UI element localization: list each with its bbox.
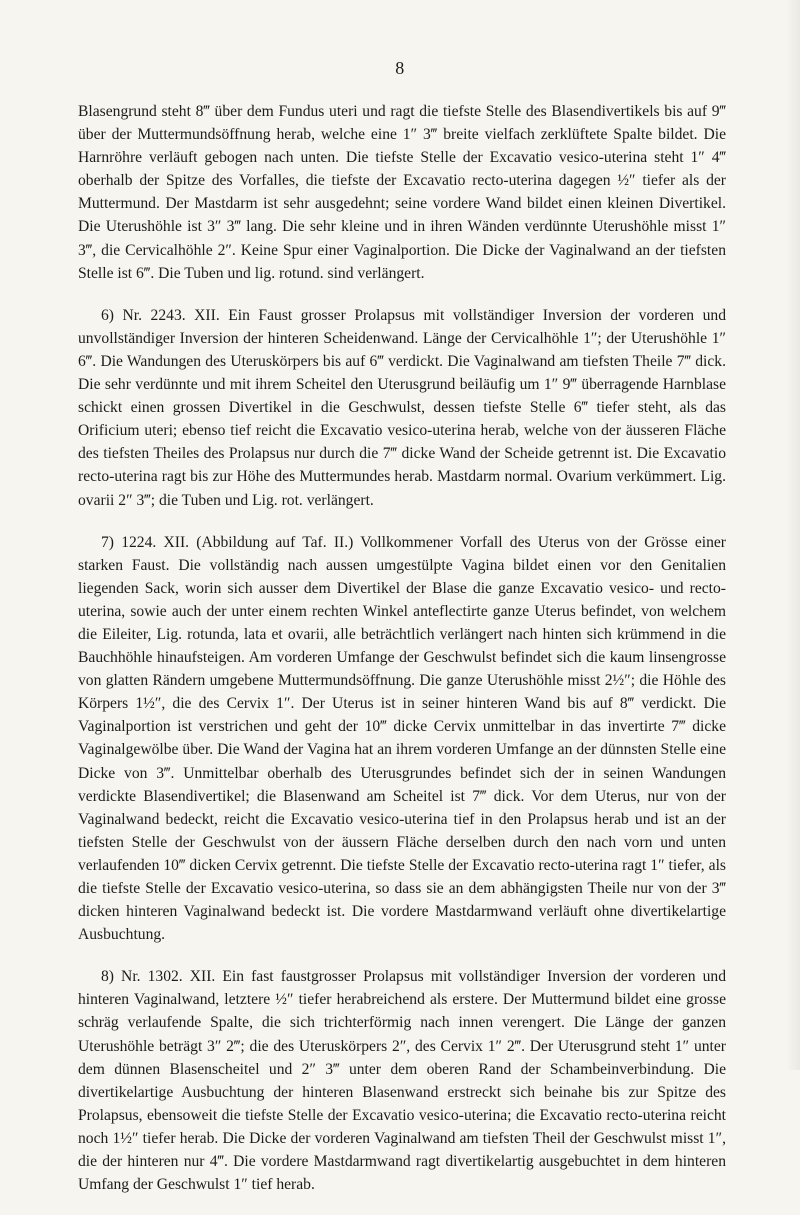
paragraph-continuation: Blasengrund steht 8‴ über dem Fundus uteri und ragt die tiefste Stelle des Blasendivertikels bis auf 9‴ über der Muttermundsöffnung herab, welche eine 1″ 3‴ breite vielfach zerklüftete Spalte bildet. Die Harnröhre verläuft gebogen nach unten. Die tiefste Stelle der Excavatio vesico-uterina steht 1″ 4‴ oberhalb der Spitze des Vorfalles, die tiefste der Excavatio recto-uterina dagegen ½″ tiefer als der Muttermund. Der Mastdarm ist sehr ausgedehnt; seine vordere Wand bildet einen kleinen Divertikel. Die Uterushöhle ist 3″ 3‴ lang. Die sehr kleine und in ihren Wänden verdünnte Uterushöhle misst 1″ 3‴, die Cervicalhöhle 2″. Keine Spur einer Vaginalportion. Die Dicke der Vaginalwand an der tiefsten Stelle ist 6‴. Die Tuben und lig. rotund. sind verlängert. [78, 103, 726, 282]
paragraph-case-7: 7) 1224. XII. (Abbildung auf Taf. II.) Vollkommener Vorfall des Uterus von der Grösse einer starken Faust. Die vollständig nach aussen umgestülpte Vagina bildet einen vor den Genitalien liegenden Sack, worin sich ausser dem Divertikel der Blase die ganze Excavatio vesico- und recto-uterina, sowie auch der unter einem rechten Winkel anteflectirte ganze Uterus befindet, von welchem die Eileiter, Lig. rotunda, lata et ovarii, alle beträchtlich verlängert nach hinten sich krümmend in die Bauchhöhle hinaufsteigen. Am vorderen Umfange der Geschwulst befindet sich die kaum linsengrosse von glatten Rändern umgebene Muttermundsöffnung. Die ganze Uterushöhle misst 2½″; die Höhle des Körpers 1½″, die des Cervix 1″. Der Uterus ist in seiner hinteren Wand bis auf 8‴ verdickt. Die Vaginalportion ist verstrichen und geht der 10‴ dicke Cervix unmittelbar in das invertirte 7‴ dicke Vaginalgewölbe über. Die Wand der Vagina hat an ihrem vorderen Umfange an der dünnsten Stelle eine Dicke von 3‴. Unmittelbar oberhalb des Uterusgrundes befindet sich der in seinen Wandungen verdickte Blasendivertikel; die Blasenwand am Scheitel ist 7‴ dick. Vor dem Uterus, nur von der Vaginalwand bedeckt, reicht die Excavatio vesico-uterina tief in den Prolapsus herab und ist an der tiefsten Stelle der Geschwulst von der äussern Fläche derselben durch den nach vorn und unten verlaufenden 10‴ dicken Cervix getrennt. Die tiefste Stelle der Excavatio recto-uterina ragt 1″ tiefer, als die tiefste Stelle der Excavatio vesico-uterina, so dass sie an dem abhängigsten Theile nur von der 3‴ dicken hinteren Vaginalwand bedeckt ist. Die vordere Mastdarmwand verläuft ohne divertikelartige Ausbuchtung. [78, 533, 726, 944]
page-number: 8 [395, 58, 405, 78]
page-edge-shadow [786, 0, 800, 1070]
paragraph-case-8: 8) Nr. 1302. XII. Ein fast faustgrosser Prolapsus mit vollständiger Inversion der vorderen und hinteren Vaginalwand, letztere ½″ tiefer herabreichend als erstere. Der Muttermund bildet eine grosse schräg verlaufende Spalte, die sich trichterförmig nach innen verengert. Die Länge der ganzen Uterushöhle beträgt 3″ 2‴; die des Uteruskörpers 2″, des Cervix 1″ 2‴. Der Uterusgrund steht 1″ unter dem dünnen Blasenscheitel und 2″ 3‴ unter dem oberen Rand der Schambeinverbindung. Die divertikelartige Ausbuchtung der hinteren Blasenwand erstreckt sich beinahe bis zur Spitze des Prolapsus, ebensoweit die tiefste Stelle der Excavatio vesico-uterina; die Excavatio recto-uterina reicht noch 1½″ tiefer herab. Die Dicke der vorderen Vaginalwand am tiefsten Theil der Geschwulst misst 1″, die der hinteren nur 4‴. Die vordere Mastdarmwand ragt divertikelartig ausgebuchtet in dem hinteren Umfang der Geschwulst 1″ tief herab. [78, 968, 726, 1194]
paragraph-case-6: 6) Nr. 2243. XII. Ein Faust grosser Prolapsus mit vollständiger Inversion der vorderen und unvollständiger Inversion der hinteren Scheidenwand. Länge der Cervicalhöhle 1″; der Uterushöhle 1″ 6‴. Die Wandungen des Uteruskörpers bis auf 6‴ verdickt. Die Vaginalwand am tiefsten Theile 7‴ dick. Die sehr verdünnte und mit ihrem Scheitel den Uterusgrund beiläufig um 1″ 9‴ überragende Harnblase schickt einen grossen Divertikel in die Geschwulst, dessen tiefste Stelle 6‴ tiefer steht, als das Orificium uteri; ebenso tief reicht die Excavatio vesico-uterina herab, welche von der äusseren Fläche des tiefsten Theiles des Prolapsus nur durch die 7‴ dicke Wand der Scheide getrennt ist. Die Excavatio recto-uterina ragt bis zur Höhe des Muttermundes herab. Mastdarm normal. Ovarium verkümmert. Lig. ovarii 2″ 3‴; die Tuben und Lig. rot. verlängert. [78, 306, 726, 509]
body-text [78, 100, 726, 1215]
